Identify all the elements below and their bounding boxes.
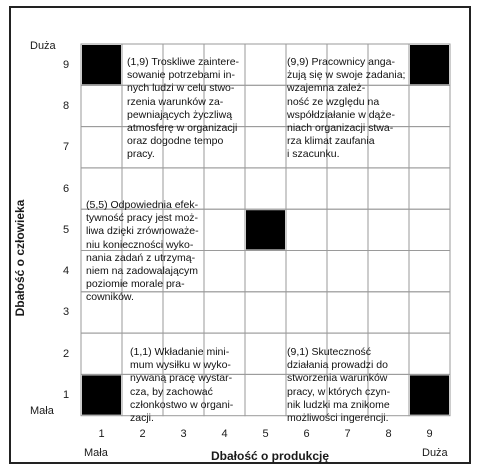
grid-cell (409, 168, 450, 209)
grid-cell (245, 85, 286, 126)
y-tick-label: 8 (62, 99, 70, 112)
grid-cell (245, 374, 286, 415)
grid-cell (245, 127, 286, 168)
x-tick-label: 9 (426, 428, 433, 440)
grid-cell (409, 127, 450, 168)
note-team-management: (9,9) Pracownicy anga- żują się w swoje zadania; wzajemna zależ- ność ze względu na współdziałanie w dąże- niach organizacji stwa- rza klimat zaufania i szacunku. (287, 56, 406, 161)
grid-cell (204, 209, 245, 250)
grid-cell (368, 251, 409, 292)
y-tick-label: 3 (62, 306, 70, 319)
x-tick-label: 6 (303, 428, 310, 440)
grid-cell (245, 292, 286, 333)
y-tick-label: 2 (62, 347, 70, 360)
grid-cell (286, 168, 327, 209)
note-authority-compliance: (9,1) Skuteczność działania prowadzi do stworzenia warunków pracy, w których czyn- nik ludzki ma znikome możliwości ingerencji. (287, 346, 391, 425)
grid-cell (409, 209, 450, 250)
grid-cell (368, 209, 409, 250)
grid-cell (204, 168, 245, 209)
x-axis-label: Dbałość o produkcję (210, 449, 330, 463)
y-axis-low-label: Mała (30, 405, 54, 417)
grid-cell (245, 44, 286, 85)
x-tick-label: 1 (98, 428, 105, 440)
grid-cell (245, 168, 286, 209)
x-tick-label: 8 (385, 428, 392, 440)
x-axis-high-label: Duża (422, 447, 448, 459)
grid-cell (81, 127, 122, 168)
grid-cell (327, 251, 368, 292)
filled-cell-5-5 (246, 210, 285, 249)
grid-cell (368, 168, 409, 209)
filled-cell-9-1 (410, 375, 449, 414)
y-axis-label: Dbałość o człowieka (13, 199, 27, 317)
x-tick-label: 4 (221, 428, 228, 440)
filled-cell-9-9 (410, 45, 449, 84)
grid-cell (409, 292, 450, 333)
grid-cell (204, 292, 245, 333)
y-tick-label: 4 (62, 265, 70, 278)
grid-cell (327, 292, 368, 333)
grid-cell (409, 251, 450, 292)
y-tick-label: 5 (62, 223, 70, 236)
note-middle-of-the-road: (5,5) Odpowiednia efek- tywność pracy jest moż- liwa dzięki zrównoważe- niu konieczności wyko- nania zadań z utrzymą- niem na zadowalającym poziomie morale pra- cowników. (86, 199, 199, 304)
grid-cell (368, 292, 409, 333)
grid-cell (81, 333, 122, 374)
grid-cell (286, 209, 327, 250)
y-axis-high-label: Duża (30, 40, 56, 52)
grid-cell (286, 292, 327, 333)
grid-cell (245, 251, 286, 292)
filled-cell-1-1 (82, 375, 121, 414)
y-tick-label: 7 (62, 141, 70, 154)
grid-cell (286, 251, 327, 292)
x-axis-low-label: Mała (84, 447, 108, 459)
grid-cell (81, 85, 122, 126)
grid-cell (409, 85, 450, 126)
filled-cell-1-9 (82, 45, 121, 84)
y-tick-label: 6 (62, 182, 70, 195)
grid-cell (204, 251, 245, 292)
x-tick-label: 2 (139, 428, 146, 440)
x-tick-label: 5 (262, 428, 269, 440)
y-tick-label: 1 (62, 389, 70, 402)
y-tick-label: 9 (62, 58, 70, 71)
grid-cell (327, 168, 368, 209)
x-tick-label: 3 (180, 428, 187, 440)
x-tick-label: 7 (344, 428, 351, 440)
note-country-club: (1,9) Troskliwe zaintere- sowanie potrzebami in- nych ludzi w celu stwo- rzenia warunków za- pewniających życzliwą atmosferę w organizacji oraz dogodne tempo pracy. (127, 56, 240, 161)
grid-cell (409, 333, 450, 374)
grid-cell (327, 209, 368, 250)
grid-cell (245, 333, 286, 374)
note-impoverished: (1,1) Wkładanie mini- mum wysiłku w wyko- nywaną pracę wystar- cza, by zachować członkostwo w organi- zacji. (130, 346, 234, 425)
